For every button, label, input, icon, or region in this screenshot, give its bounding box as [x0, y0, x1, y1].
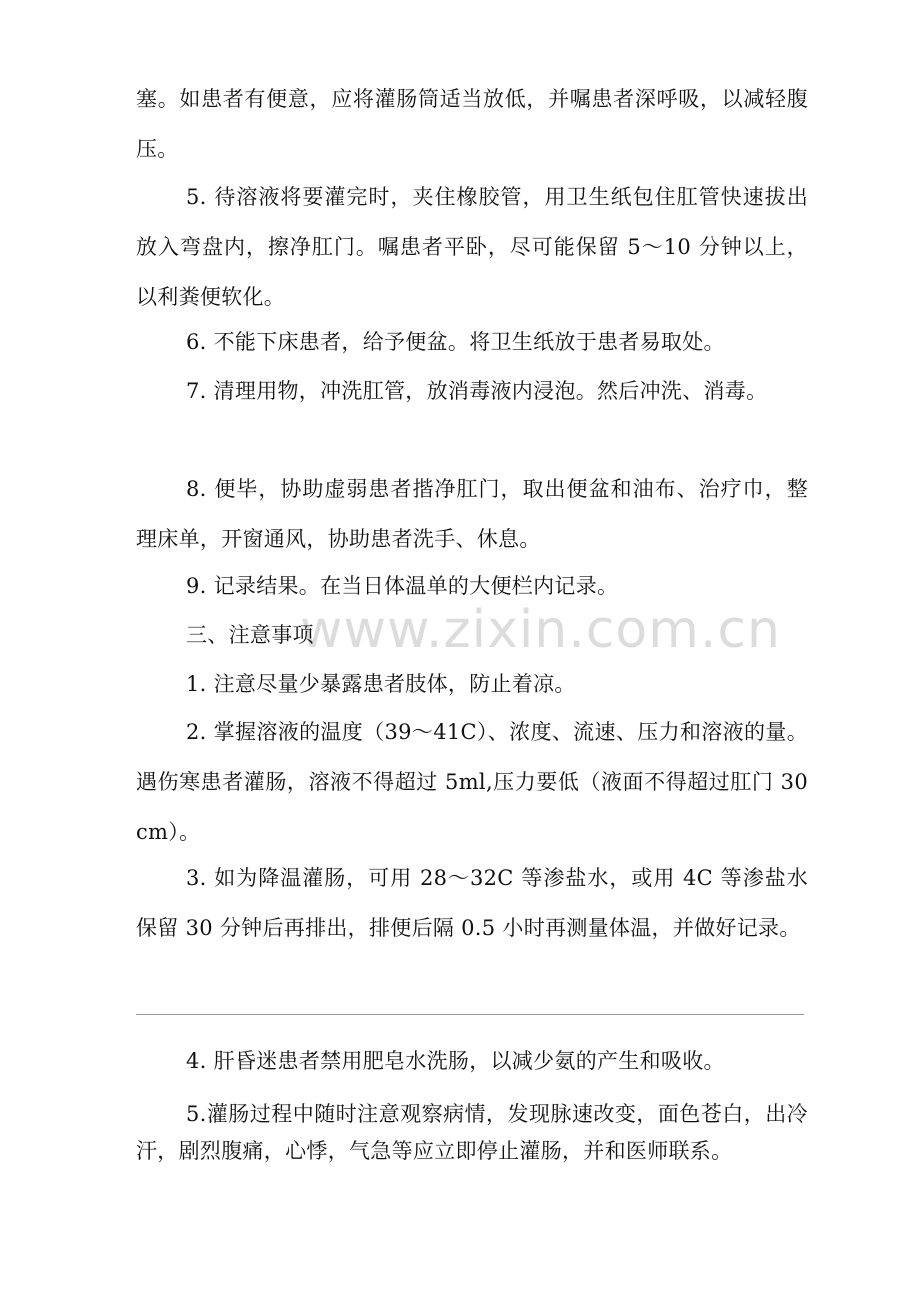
watermark: www.zixin.com.cn: [300, 600, 781, 660]
section-heading-precautions: 三、注意事项: [186, 623, 314, 647]
paragraph-note-2: 2. 掌握溶液的温度（39～41C）、浓度、流速、压力和溶液的量。遇伤寒患者灌肠，溶液不得超过 5ml,压力要低（液面不得超过肛门 30cm）。: [136, 720, 808, 844]
paragraph-step-9: 9. 记录结果。在当日体温单的大便栏内记录。: [186, 574, 619, 598]
paragraph-continuation: 塞。如患者有便意，应将灌肠筒适当放低，并嘱患者深呼吸，以减轻腹压。: [136, 87, 808, 161]
paragraph-note-1: 1. 注意尽量少暴露患者肢体，防止着凉。: [186, 672, 576, 696]
paragraph-step-6: 6. 不能下床患者，给予便盆。将卫生纸放于患者易取处。: [186, 330, 725, 354]
paragraph-step-7: 7. 清理用物，冲洗肛管，放消毒液内浸泡。然后冲洗、消毒。: [186, 379, 768, 403]
paragraph-step-8: 8. 便毕，协助虚弱患者揩净肛门，取出便盆和油布、治疗巾，整理床单，开窗通风，协助患者洗手、休息。: [136, 477, 808, 551]
paragraph-note-3: 3. 如为降温灌肠，可用 28～32C 等渗盐水，或用 4C 等渗盐水保留 30 分钟后再排出，排便后隔 0.5 小时再测量体温，并做好记录。: [136, 866, 808, 940]
page-divider: [136, 1014, 804, 1015]
paragraph-note-4: 4. 肝昏迷患者禁用肥皂水洗肠，以减少氨的产生和吸收。: [186, 1049, 725, 1073]
paragraph-step-5: 5. 待溶液将要灌完时，夹住橡胶管，用卫生纸包住肛管快速拔出放入弯盘内，擦净肛门。嘱患者平卧，尽可能保留 5～10 分钟以上，以利粪便软化。: [136, 185, 808, 309]
paragraph-note-5: 5.灌肠过程中随时注意观察病情，发现脉速改变，面色苍白，出冷汗，剧烈腹痛，心悸，气急等应立即停止灌肠，并和医师联系。: [136, 1102, 808, 1163]
